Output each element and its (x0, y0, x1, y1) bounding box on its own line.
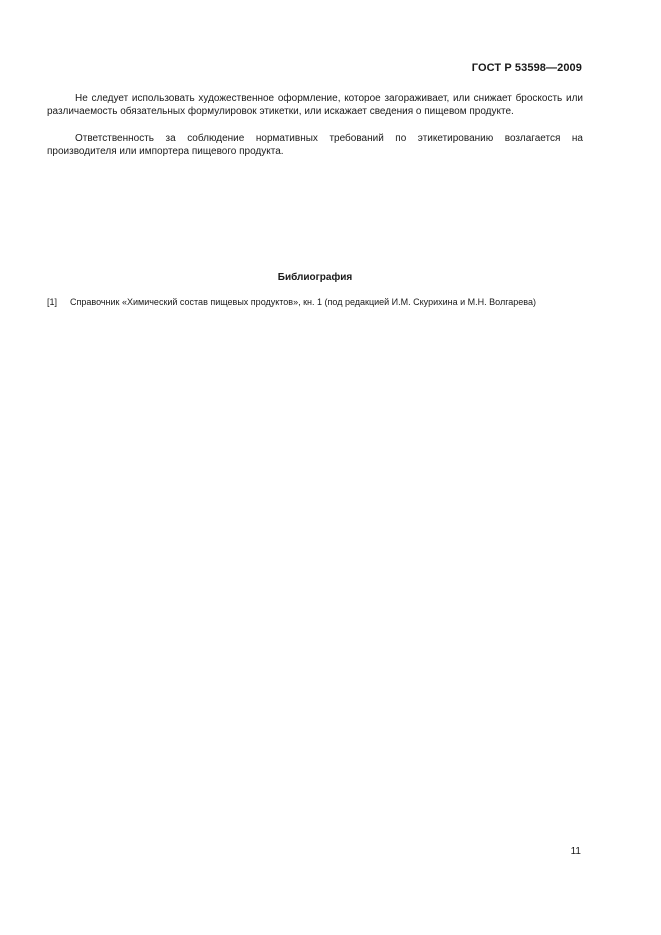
page-number: 11 (570, 846, 581, 857)
bibliography-entry (47, 297, 592, 307)
bibliography-heading: Библиография (277, 272, 353, 283)
body-paragraph-1 (47, 92, 583, 118)
bibliography-entry-text: Справочник «Химический состав пищевых продуктов», кн. 1 (под редакцией И.М. Скурихина и М.Н. Волгарева) (70, 297, 536, 307)
bibliography-entry-number: [1] (47, 297, 58, 307)
paragraph-text: Не следует использовать художественное оформление, которое загораживает, или снижает броскость или различаемость обязательных формулировок этикетки, или искажает сведения о пищевом продукте. (47, 93, 583, 118)
document-code: ГОСТ Р 53598—2009 (471, 62, 582, 74)
body-paragraph-2 (47, 132, 583, 158)
paragraph-text: Ответственность за соблюдение нормативных требований по этикетированию возлагается на производителя или импортера пищевого продукта. (47, 133, 583, 158)
